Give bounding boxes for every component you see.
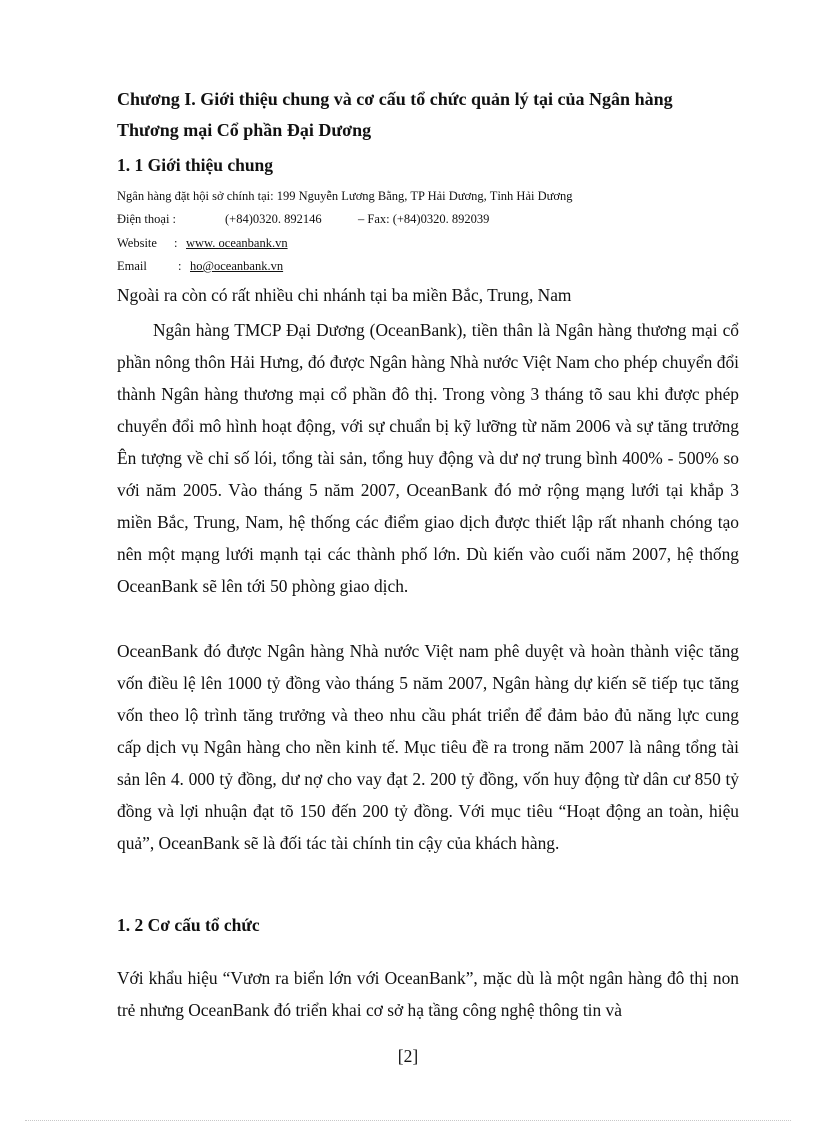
- website-separator: :: [174, 236, 178, 250]
- head-office-line: Ngân hàng đặt hội sở chính tại: 199 Nguyễn Lương Bằng, TP Hải Dương, Tỉnh Hải Dương: [117, 189, 573, 203]
- structure-paragraph-1: Với khẩu hiệu “Vươn ra biển lớn với OceanBank”, mặc dù là một ngân hàng đô thị non trẻ nhưng OceanBank đó triển khai cơ sở hạ tầng công nghệ thông tin và: [117, 968, 739, 1020]
- email-label: Email: [117, 259, 147, 273]
- page-bottom-divider: [25, 1120, 791, 1121]
- phone-line: [117, 212, 617, 228]
- chapter-title: [117, 84, 757, 146]
- intro-paragraph-1: Ngân hàng TMCP Đại Dương (OceanBank), tiền thân là Ngân hàng thương mại cổ phần nông thôn Hải Hưng, đó được Ngân hàng Nhà nước Việt Nam cho phép chuyển đổi thành Ngân hàng thương mại cổ phần đô thị. Trong vòng 3 tháng tõ sau khi được phép chuyển đổi mô hình hoạt động, với sự chuẩn bị kỹ lưỡng từ năm 2006 và sự tăng trưởng Ên tượng về chỉ số lói, tổng tài sản, tổng huy động và dư nợ trung bình 400% - 500% so với năm 2005. Vào tháng 5 năm 2007, OceanBank đó mở rộng mạng lưới tại khắp 3 miền Bắc, Trung, Nam, hệ thống các điểm giao dịch được thiết lập rất nhanh chóng tạo nên một mạng lưới mạnh tại các thành phố lớn. Dù kiến vào cuối năm 2007, hệ thống OceanBank sẽ lên tới 50 phòng giao dịch.: [117, 320, 739, 596]
- section-2-heading: 1. 2 Cơ cấu tổ chức: [117, 915, 260, 935]
- chapter-title-line-2: Thương mại Cổ phần Đại Dương: [117, 120, 372, 140]
- branches-text: Ngoài ra còn có rất nhiều chi nhánh tại ba miền Bắc, Trung, Nam: [117, 285, 572, 305]
- email-link[interactable]: ho@oceanbank.vn: [190, 259, 284, 273]
- chapter-title-line-1: Chương I. Giới thiệu chung và cơ cấu tổ chức quản lý tại của Ngân hàng: [117, 89, 673, 109]
- email-separator: :: [178, 259, 182, 273]
- email-line: [117, 259, 617, 275]
- intro-paragraph-2: OceanBank đó được Ngân hàng Nhà nước Việt nam phê duyệt và hoàn thành việc tăng vốn điều lệ lên 1000 tỷ đồng vào tháng 5 năm 2007, Ngân hàng dự kiến sẽ tiếp tục tăng vốn theo lộ trình tăng trưởng và theo nhu cầu phát triển để đảm bảo đủ năng lực cung cấp dịch vụ Ngân hàng cho nền kinh tế. Mục tiêu đề ra trong năm 2007 là nâng tổng tài sản lên 4. 000 tỷ đồng, dư nợ cho vay đạt 2. 200 tỷ đồng, vốn huy động từ dân cư 850 tỷ đồng và lợi nhuận đạt tõ 150 đến 200 tỷ đồng. Với mục tiêu “Hoạt động an toàn, hiệu quả”, OceanBank sẽ là đối tác tài chính tin cậy của khách hàng.: [117, 641, 739, 853]
- fax-number: – Fax: (+84)0320. 892039: [358, 212, 490, 226]
- phone-label: Điện thoại :: [117, 212, 177, 226]
- phone-number: (+84)0320. 892146: [225, 212, 322, 226]
- website-label: Website: [117, 236, 157, 250]
- website-link[interactable]: www. oceanbank.vn: [186, 236, 288, 250]
- page-number: [2]: [397, 1046, 419, 1066]
- website-line: [117, 236, 617, 252]
- section-1-heading: 1. 1 Giới thiệu chung: [117, 155, 274, 175]
